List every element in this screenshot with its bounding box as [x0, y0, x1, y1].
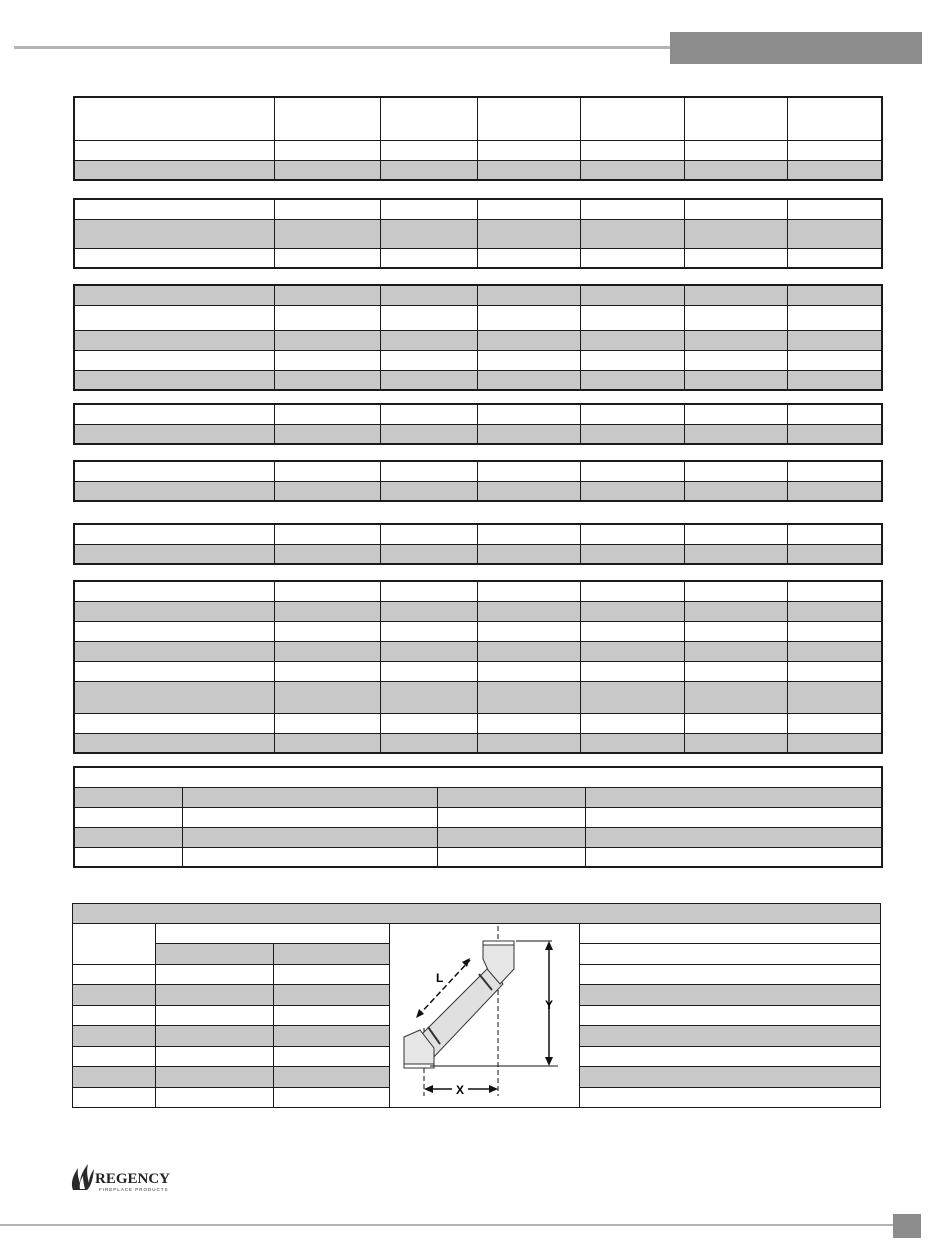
dimension-label-l: L	[436, 971, 444, 985]
table-cell	[787, 248, 882, 268]
table-cell	[787, 160, 882, 180]
table-cell	[684, 424, 787, 444]
table-cell	[477, 661, 580, 681]
table-cell	[787, 285, 882, 305]
table-cell	[156, 1087, 274, 1108]
table-cell	[380, 285, 477, 305]
table-cell	[274, 1005, 390, 1025]
table-cell	[684, 97, 787, 140]
table-cell	[684, 581, 787, 601]
table-cell	[477, 461, 580, 481]
table-cell	[684, 621, 787, 641]
table-cell	[380, 681, 477, 713]
table-cell	[580, 661, 684, 681]
table-cell	[477, 713, 580, 733]
table-cell	[74, 160, 274, 180]
table-cell	[156, 1005, 274, 1025]
elbow-offset-diagram	[390, 924, 580, 1108]
spec-table-6	[73, 523, 883, 565]
table-cell	[74, 681, 274, 713]
table-cell	[74, 424, 274, 444]
table-cell	[380, 305, 477, 330]
table-cell	[274, 370, 380, 390]
table-cell	[477, 544, 580, 564]
table-cell	[684, 305, 787, 330]
table-cell	[274, 1067, 390, 1087]
table-cell	[580, 370, 684, 390]
table-cell	[380, 97, 477, 140]
logo-tagline: FIREPLACE PRODUCTS	[99, 1187, 169, 1192]
table-cell	[74, 767, 882, 787]
table-cell	[437, 827, 585, 847]
table-cell	[580, 713, 684, 733]
table-cell	[74, 305, 274, 330]
spec-table-3	[73, 284, 883, 391]
table-cell	[477, 424, 580, 444]
table-cell	[437, 847, 585, 867]
table-cell	[580, 330, 684, 350]
table-row	[74, 404, 882, 424]
table-cell	[580, 985, 881, 1005]
table-cell	[274, 350, 380, 370]
table-cell	[380, 424, 477, 444]
table-cell	[787, 524, 882, 544]
table-row	[74, 713, 882, 733]
table-cell	[684, 160, 787, 180]
table-cell	[274, 404, 380, 424]
table-cell	[274, 97, 380, 140]
table-cell	[477, 160, 580, 180]
elbow-offset-diagram-svg	[390, 924, 580, 1104]
table-cell	[580, 1087, 881, 1108]
table-cell	[580, 1026, 881, 1046]
table-cell	[437, 807, 585, 827]
table-cell	[156, 985, 274, 1005]
table-cell	[73, 1046, 156, 1066]
table-cell	[74, 140, 274, 160]
table-cell	[580, 641, 684, 661]
spec-table-7	[73, 580, 883, 754]
table-cell	[580, 461, 684, 481]
page-number-tab	[893, 1214, 921, 1238]
table-cell	[380, 140, 477, 160]
table-cell	[684, 461, 787, 481]
table-row	[74, 807, 882, 827]
table-cell	[580, 1046, 881, 1066]
header-rule	[14, 46, 670, 49]
table-cell	[274, 544, 380, 564]
table-cell	[787, 481, 882, 501]
table-cell	[274, 1087, 390, 1108]
table-cell	[580, 1067, 881, 1087]
table-cell	[684, 404, 787, 424]
table-cell	[380, 199, 477, 219]
table-cell	[74, 641, 274, 661]
table-cell	[182, 807, 437, 827]
table-cell	[477, 621, 580, 641]
table-cell	[580, 248, 684, 268]
table-cell	[684, 661, 787, 681]
table-cell	[684, 641, 787, 661]
table-row	[74, 140, 882, 160]
table-cell	[684, 370, 787, 390]
table-cell	[74, 330, 274, 350]
table-cell	[380, 544, 477, 564]
table-cell	[74, 524, 274, 544]
footer-rule	[0, 1224, 893, 1226]
table-cell	[580, 404, 684, 424]
table-cell	[684, 713, 787, 733]
header-section-tab	[670, 32, 922, 64]
table-cell	[477, 601, 580, 621]
table-cell	[74, 581, 274, 601]
table-cell	[477, 219, 580, 248]
table-cell	[74, 350, 274, 370]
table-cell	[580, 219, 684, 248]
dimension-label-y: Y	[545, 998, 554, 1012]
table-cell	[74, 601, 274, 621]
table-cell	[274, 661, 380, 681]
table-cell	[787, 621, 882, 641]
table-cell	[477, 350, 580, 370]
table-cell	[684, 140, 787, 160]
table-cell	[787, 219, 882, 248]
table-cell	[274, 140, 380, 160]
table-cell	[380, 461, 477, 481]
table-cell	[74, 621, 274, 641]
table-cell	[477, 524, 580, 544]
table-cell	[580, 140, 684, 160]
table-row	[74, 661, 882, 681]
table-cell	[585, 827, 882, 847]
table-cell	[477, 248, 580, 268]
table-cell	[274, 481, 380, 501]
table-cell	[74, 807, 182, 827]
table-cell	[787, 713, 882, 733]
table-cell	[274, 285, 380, 305]
table-cell	[580, 524, 684, 544]
table-cell	[274, 219, 380, 248]
table-cell	[477, 370, 580, 390]
table-title-row	[74, 767, 882, 787]
table-cell	[274, 305, 380, 330]
table-cell	[274, 524, 380, 544]
table-cell	[437, 787, 585, 807]
table-cell	[477, 330, 580, 350]
table-cell	[580, 1005, 881, 1025]
table-cell	[156, 1067, 274, 1087]
table-cell	[274, 1026, 390, 1046]
table-header-row	[74, 787, 882, 807]
table-row	[74, 285, 882, 305]
table-cell	[74, 370, 274, 390]
table-cell	[74, 219, 274, 248]
table-cell	[74, 847, 182, 867]
spec-table-1	[73, 96, 883, 181]
table-cell	[684, 733, 787, 753]
table-cell	[580, 285, 684, 305]
table-cell	[156, 1046, 274, 1066]
table-cell	[477, 285, 580, 305]
spec-table-5	[73, 460, 883, 502]
table-cell	[156, 944, 274, 964]
table-cell	[684, 681, 787, 713]
table-cell	[274, 424, 380, 444]
table-cell	[74, 285, 274, 305]
table-cell	[74, 661, 274, 681]
table-cell	[787, 581, 882, 601]
table-row	[74, 160, 882, 180]
table-cell	[73, 1067, 156, 1087]
table-cell	[74, 199, 274, 219]
table-cell	[787, 140, 882, 160]
dimension-label-x: X	[456, 1083, 465, 1097]
table-cell	[580, 305, 684, 330]
table-cell	[477, 140, 580, 160]
table-cell	[787, 424, 882, 444]
table-cell	[580, 924, 881, 944]
table-cell	[274, 248, 380, 268]
table-cell	[274, 160, 380, 180]
table-cell	[380, 330, 477, 350]
table-cell	[580, 481, 684, 501]
table-row	[74, 524, 882, 544]
table-cell	[580, 601, 684, 621]
table-cell	[585, 807, 882, 827]
table-cell	[684, 285, 787, 305]
table-cell	[787, 461, 882, 481]
table-cell	[380, 661, 477, 681]
table-cell	[580, 964, 881, 984]
table-cell	[74, 733, 274, 753]
table-cell	[477, 581, 580, 601]
table-row	[74, 641, 882, 661]
spec-table-4	[73, 403, 883, 445]
table-cell	[274, 681, 380, 713]
table-cell	[74, 404, 274, 424]
table-cell	[74, 481, 274, 501]
table-cell	[580, 199, 684, 219]
table-row	[74, 424, 882, 444]
table-cell	[787, 544, 882, 564]
spec-table-2	[73, 198, 883, 269]
table-cell	[73, 985, 156, 1005]
table-cell	[684, 199, 787, 219]
table-cell	[73, 1026, 156, 1046]
table-cell	[580, 944, 881, 964]
table-cell	[380, 713, 477, 733]
table-row	[74, 461, 882, 481]
table-cell	[274, 1046, 390, 1066]
table-cell	[477, 681, 580, 713]
table-row	[74, 305, 882, 330]
table-row	[74, 219, 882, 248]
table-cell	[74, 544, 274, 564]
table-cell	[156, 1026, 274, 1046]
table-cell	[684, 330, 787, 350]
table-cell	[477, 97, 580, 140]
table-header-row	[74, 97, 882, 140]
logo-wordmark: REGENCY	[95, 1171, 171, 1187]
table-row	[74, 330, 882, 350]
table-cell	[380, 524, 477, 544]
table-cell	[684, 248, 787, 268]
table-cell	[580, 424, 684, 444]
table-cell	[787, 370, 882, 390]
table-row	[74, 370, 882, 390]
table-cell	[73, 1087, 156, 1108]
table-row	[74, 681, 882, 713]
table-cell	[787, 733, 882, 753]
table-cell	[380, 641, 477, 661]
table-cell	[787, 330, 882, 350]
table-cell	[380, 219, 477, 248]
table-cell	[156, 964, 274, 984]
table-cell	[787, 97, 882, 140]
table-cell	[274, 733, 380, 753]
table-cell	[380, 160, 477, 180]
table-cell	[156, 924, 390, 944]
table-cell	[380, 621, 477, 641]
table-cell	[580, 160, 684, 180]
table-cell	[274, 641, 380, 661]
table-cell	[380, 404, 477, 424]
table-cell	[787, 641, 882, 661]
table-cell	[684, 350, 787, 370]
table-row	[74, 481, 882, 501]
table-cell	[380, 601, 477, 621]
table-cell	[74, 248, 274, 268]
table-cell	[182, 787, 437, 807]
table-cell	[182, 847, 437, 867]
table-row	[74, 248, 882, 268]
table-cell	[380, 370, 477, 390]
table-cell	[585, 787, 882, 807]
table-cell	[787, 350, 882, 370]
table-row	[74, 350, 882, 370]
table-cell	[477, 404, 580, 424]
table-row	[74, 621, 882, 641]
table-cell	[580, 733, 684, 753]
table-cell	[580, 97, 684, 140]
table-cell	[684, 601, 787, 621]
table-cell	[580, 581, 684, 601]
table-row	[74, 827, 882, 847]
table-cell	[274, 964, 390, 984]
table-cell	[182, 827, 437, 847]
table-cell	[274, 621, 380, 641]
table-cell	[380, 350, 477, 370]
table-title-row	[73, 904, 881, 924]
table-cell	[380, 481, 477, 501]
table-row	[74, 601, 882, 621]
table-row	[74, 847, 882, 867]
table-cell	[274, 199, 380, 219]
table-cell	[74, 97, 274, 140]
table-cell	[380, 733, 477, 753]
table-cell	[274, 713, 380, 733]
table-cell	[274, 601, 380, 621]
table-cell	[74, 461, 274, 481]
table-cell	[274, 461, 380, 481]
table-cell	[580, 544, 684, 564]
table-cell	[380, 248, 477, 268]
table-row	[74, 199, 882, 219]
table-cell	[477, 481, 580, 501]
table-cell	[74, 787, 182, 807]
table-cell	[74, 713, 274, 733]
table-cell	[477, 199, 580, 219]
table-cell	[274, 330, 380, 350]
table-cell	[74, 827, 182, 847]
table-header-row	[73, 924, 881, 944]
table-row	[74, 733, 882, 753]
table-cell	[274, 985, 390, 1005]
table-cell	[73, 964, 156, 984]
table-cell	[274, 944, 390, 964]
table-cell	[274, 581, 380, 601]
table-cell	[684, 481, 787, 501]
table-cell	[580, 621, 684, 641]
table-cell	[580, 681, 684, 713]
table-row	[74, 581, 882, 601]
table-row	[74, 544, 882, 564]
table-cell	[477, 641, 580, 661]
table-cell	[684, 544, 787, 564]
flame-icon	[72, 1164, 94, 1190]
table-cell	[787, 404, 882, 424]
table-cell	[787, 661, 882, 681]
table-cell	[684, 219, 787, 248]
table-cell	[477, 733, 580, 753]
table-cell	[380, 581, 477, 601]
table-cell	[73, 924, 156, 965]
table-cell	[684, 524, 787, 544]
pipe-table	[73, 766, 883, 868]
regency-logo	[70, 1156, 190, 1196]
elbow-offset-table	[72, 903, 881, 1108]
table-cell	[585, 847, 882, 867]
table-cell	[787, 305, 882, 330]
table-cell	[73, 904, 881, 924]
table-cell	[787, 681, 882, 713]
table-cell	[787, 199, 882, 219]
table-cell	[787, 601, 882, 621]
table-cell	[477, 305, 580, 330]
table-cell	[73, 1005, 156, 1025]
table-cell	[580, 350, 684, 370]
